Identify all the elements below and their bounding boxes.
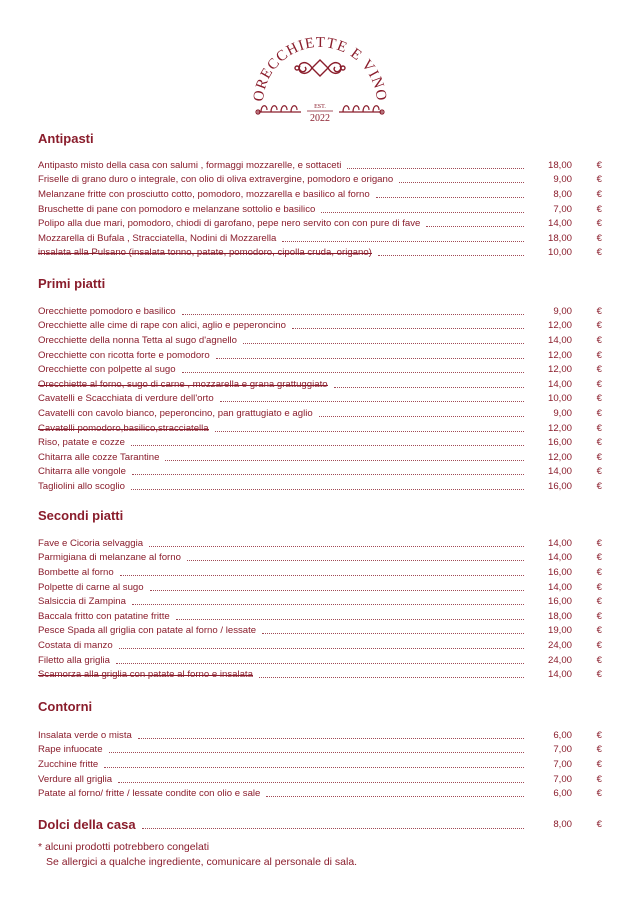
menu-item: Orecchiette della nonna Tetta al sugo d'agnello 14,00 € <box>38 334 602 346</box>
logo-brand-text: ORECCHIETTE E VINO <box>250 34 390 103</box>
section-title-secondi: Secondi piatti <box>38 508 124 523</box>
menu-item: Filetto alla griglia 24,00 € <box>38 654 602 666</box>
menu-item: Salsiccia di Zampina 16,00 € <box>38 596 602 608</box>
menu-item: Fave e Cicoria selvaggia 14,00 € <box>38 537 602 549</box>
ornament-icon <box>295 60 345 76</box>
menu-list-contorni <box>38 728 602 801</box>
flourish-right-icon <box>339 106 384 114</box>
menu-item-unavailable: Scamorza alla griglia con patate al forno e insalata 14,00 € <box>38 669 602 681</box>
menu-item: Orecchiette con polpette al sugo 12,00 € <box>38 364 602 376</box>
section-title-primi: Primi piatti <box>38 276 106 291</box>
frozen-note: * alcuni prodotti potrebbero congelati <box>38 841 210 853</box>
flourish-left-icon <box>256 106 301 114</box>
menu-item: Chitarra alle cozze Tarantine 12,00 € <box>38 451 602 463</box>
menu-item: Costata di manzo 24,00 € <box>38 639 602 651</box>
menu-item: Bruschette di pane con pomodoro e melanzane sottolio e basilico 7,00 € <box>38 203 602 215</box>
menu-list-primi <box>38 304 602 494</box>
menu-item: Antipasto misto della casa con salumi , formaggi mozzarelle, e sottaceti 18,00 € <box>38 159 602 171</box>
menu-item: Riso, patate e cozze 16,00 € <box>38 437 602 449</box>
menu-item: Bombette al forno 16,00 € <box>38 566 602 578</box>
menu-item: Tagliolini allo scoglio 16,00 € <box>38 480 602 492</box>
menu-item-unavailable: Orecchiette al forno, sugo di carne , mozzarella e grana grattuggiato 14,00 € <box>38 378 602 390</box>
menu-item: Polpette di carne al sugo 14,00 € <box>38 581 602 593</box>
section-title-contorni: Contorni <box>38 699 93 714</box>
section-title-antipasti: Antipasti <box>38 131 94 146</box>
dolci-price: 8,00 <box>553 819 572 830</box>
menu-item: Melanzane fritte con prosciutto cotto, pomodoro, mozzarella e basilico al forno 8,00 € <box>38 188 602 200</box>
logo-est: EST. <box>314 104 326 110</box>
menu-item: Friselle di grano duro o integrale, con olio di oliva extravergine, pomodoro e origano 9,00 € <box>38 174 602 186</box>
menu-item: Pesce Spada all griglia con patate al forno / lessate 19,00 € <box>38 625 602 637</box>
restaurant-logo <box>245 22 395 132</box>
menu-item: Polipo alla due mari, pomodoro, chiodi di garofano, pepe nero servito con con pure di fave 14,00 € <box>38 218 602 230</box>
section-title-dolci: Dolci della casa <box>38 817 136 832</box>
dolci-row <box>38 817 602 832</box>
menu-item: Verdure all griglia 7,00 € <box>38 773 602 785</box>
menu-item: Mozzarella di Bufala , Stracciatella, Nodini di Mozzarella 18,00 € <box>38 232 602 244</box>
menu-item: Baccala fritto con patatine fritte 18,00 € <box>38 610 602 622</box>
menu-item: Patate al forno/ fritte / lessate condite con olio e sale 6,00 € <box>38 788 602 800</box>
menu-item: Parmigiana di melanzane al forno 14,00 € <box>38 552 602 564</box>
logo-year: 2022 <box>310 113 330 124</box>
allergy-note: Se allergici a qualche ingrediente, comunicare al personale di sala. <box>46 856 358 868</box>
menu-item-unavailable: insalata alla Pulsano (insalata tonno, patate, pomodoro, cipolla cruda, origano) 10,00 € <box>38 247 602 259</box>
menu-item: Orecchiette pomodoro e basilico 9,00 € <box>38 305 602 317</box>
footnotes <box>38 840 357 870</box>
currency-symbol: € <box>596 819 602 830</box>
menu-item: Insalata verde o mista 6,00 € <box>38 729 602 741</box>
menu-item: Orecchiette con ricotta forte e pomodoro 12,00 € <box>38 349 602 361</box>
menu-item: Orecchiette alle cime di rape con alici, aglio e peperoncino 12,00 € <box>38 320 602 332</box>
menu-item: Zucchine fritte 7,00 € <box>38 758 602 770</box>
menu-list-antipasti <box>38 158 602 260</box>
menu-item-unavailable: Cavatelli pomodoro,basilico,stracciatella 12,00 € <box>38 422 602 434</box>
menu-list-secondi <box>38 536 602 682</box>
menu-item: Cavatelli e Scacchiata di verdure dell'orto 10,00 € <box>38 393 602 405</box>
menu-item: Rape infuocate 7,00 € <box>38 744 602 756</box>
menu-item: Cavatelli con cavolo bianco, peperoncino, pan grattugiato e aglio 9,00 € <box>38 407 602 419</box>
menu-item: Chitarra alle vongole 14,00 € <box>38 466 602 478</box>
